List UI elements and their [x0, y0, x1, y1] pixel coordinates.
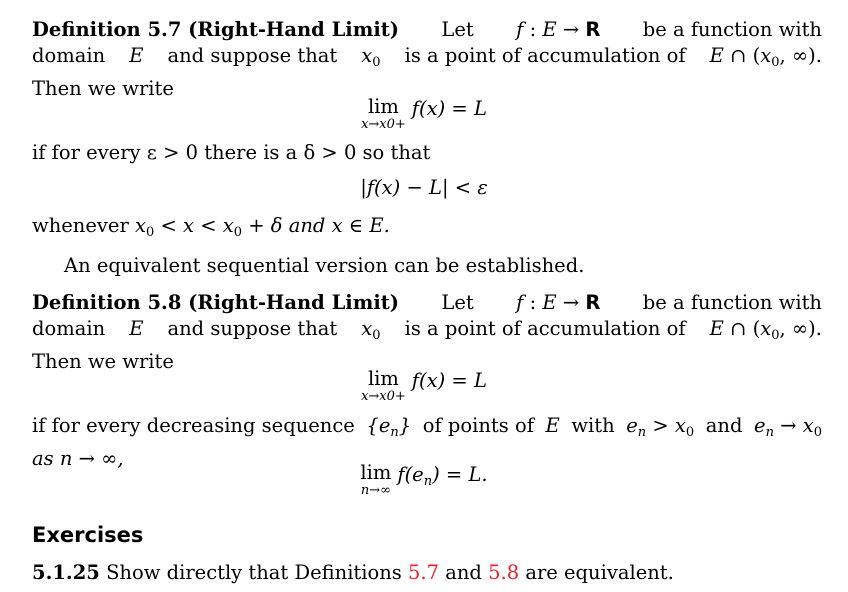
def57-whenever: whenever $x_0 < x < x_0 + \delta$ and x ∈ E.: [32, 214, 390, 240]
exercise-5-1-25: 5.1.25 Show directly that Definitions 5.7 and 5.8 are equivalent.: [32, 561, 674, 584]
def58-line2: domain E and suppose that $x_0$ is a point of accumulation of E ∩ ($x_0$, ∞).: [32, 317, 822, 343]
def57-line1: Definition 5.7 (Right-Hand Limit) Let f : E → R be a function with: [32, 18, 822, 41]
def58-display-limit: lim x→x0+ f(x) = L: [361, 367, 487, 404]
exercises-heading: Exercises: [32, 523, 144, 547]
def57-display-inequality: |f(x) − L| < ε: [360, 176, 488, 199]
def58-line1: Definition 5.8 (Right-Hand Limit) Let f : E → R be a function with: [32, 291, 822, 314]
def58-then-we-write: Then we write: [32, 350, 174, 373]
definition-5-8: [32, 290, 822, 375]
definition-5-7: [32, 17, 822, 102]
def57-heading: Definition 5.7 (Right-Hand Limit): [32, 18, 399, 41]
def58-condition: if for every decreasing sequence $\{e_n\}$ of points of E with $e_n > x_0$ and $e_n \to x_0$ as n → ∞,: [32, 414, 822, 470]
def57-condition: if for every ε > 0 there is a δ > 0 so that: [32, 141, 431, 164]
def57-then-we-write: Then we write: [32, 77, 174, 100]
def57-line2: domain E and suppose that $x_0$ is a point of accumulation of E ∩ ($x_0$, ∞).: [32, 44, 822, 70]
definition-5-8-link[interactable]: 5.8: [488, 561, 520, 584]
definition-5-7-link[interactable]: 5.7: [408, 561, 440, 584]
exercise-number: 5.1.25: [32, 561, 100, 584]
def57-display-limit: lim x→x0+ f(x) = L: [361, 95, 487, 132]
equivalent-paragraph: An equivalent sequential version can be established.: [64, 254, 585, 277]
def58-display-sequence-limit: lim n→∞ $f(e_n) = L$.: [360, 461, 488, 498]
def58-heading: Definition 5.8 (Right-Hand Limit): [32, 291, 399, 314]
